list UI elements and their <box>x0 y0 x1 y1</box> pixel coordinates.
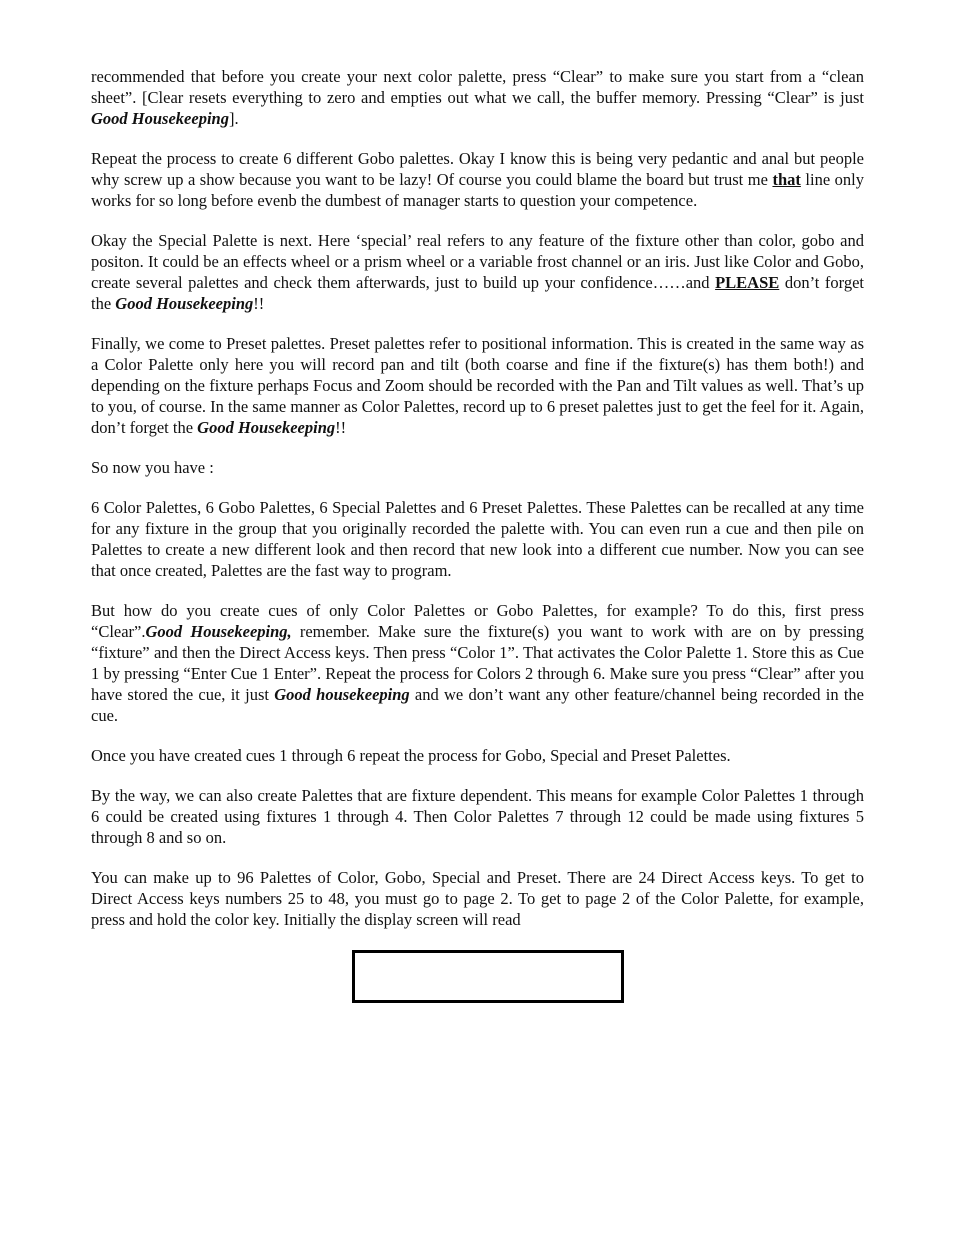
text-run: !! <box>253 294 265 313</box>
paragraph-5 <box>91 457 864 478</box>
paragraph-10 <box>91 867 864 930</box>
paragraph-7 <box>91 600 864 726</box>
text-run: !! <box>335 418 347 437</box>
paragraph-4 <box>91 333 864 438</box>
text-run: and we don’t want any other feature/channel being recorded in the cue. <box>91 685 864 725</box>
paragraph-1 <box>91 66 864 129</box>
text-run: You can make up to 96 Palettes of Color, Gobo, Special and Preset. There are 24 Direct Access keys. To get to Direct Access keys numbers 25 to 48, you must go to page 2. To get to page 2 of the Color Palette, for example, press and hold the color key. Initially the display screen will read <box>91 868 864 929</box>
text-run: But how do you create cues of only Color Palettes or Gobo Palettes, for example? To do this, first press “Clear”. <box>91 601 864 641</box>
paragraph-6 <box>91 497 864 581</box>
text-run: Repeat the process to create 6 different Gobo palettes. Okay I know this is being very pedantic and anal but people why screw up a show because you want to be lazy! Of course you could blame the board but trust me <box>91 149 864 189</box>
text-run: remember. Make sure the fixture(s) you want to work with are on by pressing “fixture” and then the Direct Access keys. Then press “Color 1”. That activates the Color Palette 1. Store this as Cue 1 by pressing “Enter Cue 1 Enter”. Repeat the process for Colors 2 through 6. Make sure you press “Clear” after you have stored the cue, it just <box>91 622 864 704</box>
text-run: Once you have created cues 1 through 6 repeat the process for Gobo, Special and Preset Palettes. <box>91 746 731 765</box>
good-housekeeping-emphasis: Good housekeeping <box>274 685 410 704</box>
paragraph-9 <box>91 785 864 848</box>
text-run: Finally, we come to Preset palettes. Preset palettes refer to positional information. This is created in the same way as a Color Palette only here you will record pan and tilt (both coarse and fine if the fixture(s) has them both!) and depending on the fixture perhaps Focus and Zoom should be recorded with the Pan and Tilt values as well. That’s up to you, of course. In the same manner as Color Palettes, record up to 6 preset palettes just to get the feel for it. Again, don’t forget the <box>91 334 864 437</box>
good-housekeeping-emphasis: Good Housekeeping <box>91 109 229 128</box>
good-housekeeping-emphasis: Good Housekeeping <box>197 418 336 437</box>
text-run: ]. <box>228 109 239 128</box>
good-housekeeping-emphasis: Good Housekeeping <box>115 294 254 313</box>
paragraph-2 <box>91 148 864 211</box>
underlined-emphasis: that <box>772 170 801 189</box>
document-body <box>91 66 864 949</box>
text-run: don’t forget the <box>91 273 864 313</box>
underlined-emphasis: PLEASE <box>715 273 780 292</box>
paragraph-8 <box>91 745 864 766</box>
text-run: So now you have : <box>91 458 214 477</box>
text-run: Okay the Special Palette is next. Here ‘special’ real refers to any feature of the fixture other than color, gobo and positon. It could be an effects wheel or a prism wheel or a variable frost channel or an iris. Just like Color and Gobo, create several palettes and check them afterwards, just to build up your confidence……and <box>91 231 864 292</box>
text-run: recommended that before you create your next color palette, press “Clear” to make sure you start from a “clean sheet”. [Clear resets everything to zero and empties out what we call, the buffer memory. Pressing “Clear” is just <box>91 67 864 107</box>
text-run: 6 Color Palettes, 6 Gobo Palettes, 6 Special Palettes and 6 Preset Palettes. These Palettes can be recalled at any time for any fixture in the group that you originally recorded the palette with. You can even run a cue and then pile on Palettes to create a new different look and then record that new look into a different cue number. Now you can see that once created, Palettes are the fast way to program. <box>91 498 864 580</box>
paragraph-3 <box>91 230 864 314</box>
text-run: line only works for so long before evenb the dumbest of manager starts to question your competence. <box>91 170 864 210</box>
text-run: By the way, we can also create Palettes that are fixture dependent. This means for example Color Palettes 1 through 6 could be created using fixtures 1 through 4. Then Color Palettes 7 through 12 could be made using fixtures 5 through 8 and so on. <box>91 786 864 847</box>
display-screen-box <box>352 950 624 1003</box>
good-housekeeping-emphasis: Good Housekeeping, <box>145 622 292 641</box>
